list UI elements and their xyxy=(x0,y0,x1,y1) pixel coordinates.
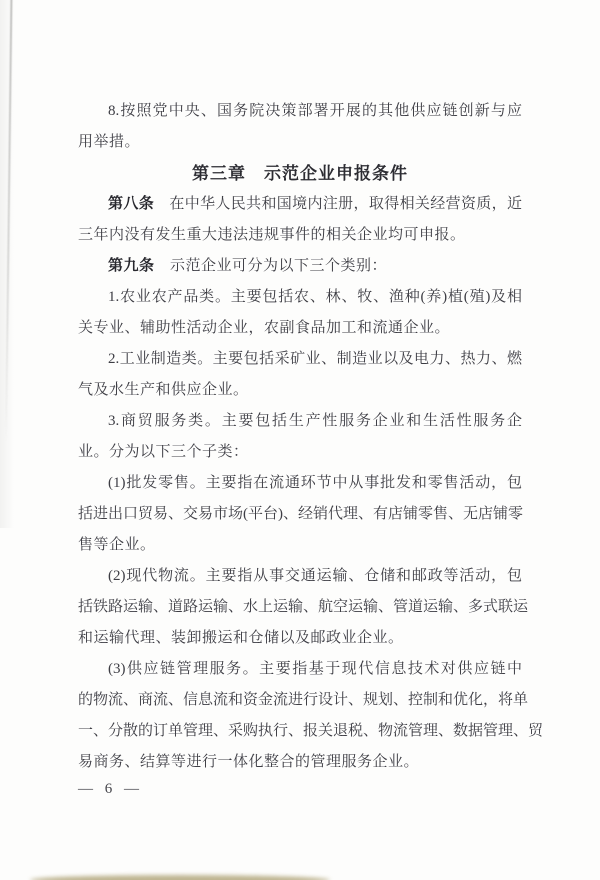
text-line: 括铁路运输、道路运输、水上运输、航空运输、管道运输、多式联运 xyxy=(78,599,529,615)
text-line: 售等企业。 xyxy=(78,537,156,553)
text-line: 关专业、辅助性活动企业，农副食品加工和流通企业。 xyxy=(78,320,451,336)
document-body xyxy=(78,96,544,778)
scan-edge-artifact-bottom xyxy=(30,875,330,880)
text-line: 的物流、商流、信息流和资金流进行设计、规划、控制和优化，将单 xyxy=(78,692,529,708)
text-line: 三年内没有发生重大违法违规事件的相关企业均可申报。 xyxy=(78,227,466,243)
page-number: — 6 — xyxy=(78,781,143,797)
article-number-bold: 第八条 xyxy=(108,196,155,212)
text-line: 业。分为以下三个子类： xyxy=(78,444,249,460)
text-line: 2.工业制造类。主要包括采矿业、制造业以及电力、热力、燃 xyxy=(108,351,522,367)
text-line: 用举措。 xyxy=(78,134,141,150)
text-line: (3)供应链管理服务。主要指基于现代信息技术对供应链中 xyxy=(108,661,522,677)
text-line: 括进出口贸易、交易市场(平台)、经销代理、有店铺零售、无店铺零 xyxy=(78,506,523,522)
text-line: 1.农业农产品类。主要包括农、林、牧、渔种(养)植(殖)及相 xyxy=(108,289,522,305)
text-line: 和运输代理、装卸搬运和仓储以及邮政业企业。 xyxy=(78,630,404,646)
article-number-bold: 第九条 xyxy=(108,258,155,274)
text-line: (2)现代物流。主要指从事交通运输、仓储和邮政等活动，包 xyxy=(108,568,522,584)
scan-edge-shadow-left xyxy=(0,0,14,528)
text-line: 易商务、结算等进行一体化整合的管理服务企业。 xyxy=(78,754,420,770)
text-line: 3.商贸服务类。主要包括生产性服务企业和生活性服务企 xyxy=(108,413,522,429)
text-line: (1)批发零售。主要指在流通环节中从事批发和零售活动，包 xyxy=(108,475,522,491)
text-line: 第八条 在中华人民共和国境内注册，取得相关经营资质，近 xyxy=(108,196,522,212)
chapter-heading: 第三章 示范企业申报条件 xyxy=(192,164,408,183)
text-line: 气及水生产和供应企业。 xyxy=(78,382,249,398)
text-line: 8.按照党中央、国务院决策部署开展的其他供应链创新与应 xyxy=(108,103,522,119)
scan-edge-line-left xyxy=(5,0,12,442)
text-line: 第九条 示范企业可分为以下三个类别： xyxy=(108,258,388,274)
text-line: 一、分散的订单管理、采购执行、报关退税、物流管理、数据管理、贸 xyxy=(78,723,544,739)
